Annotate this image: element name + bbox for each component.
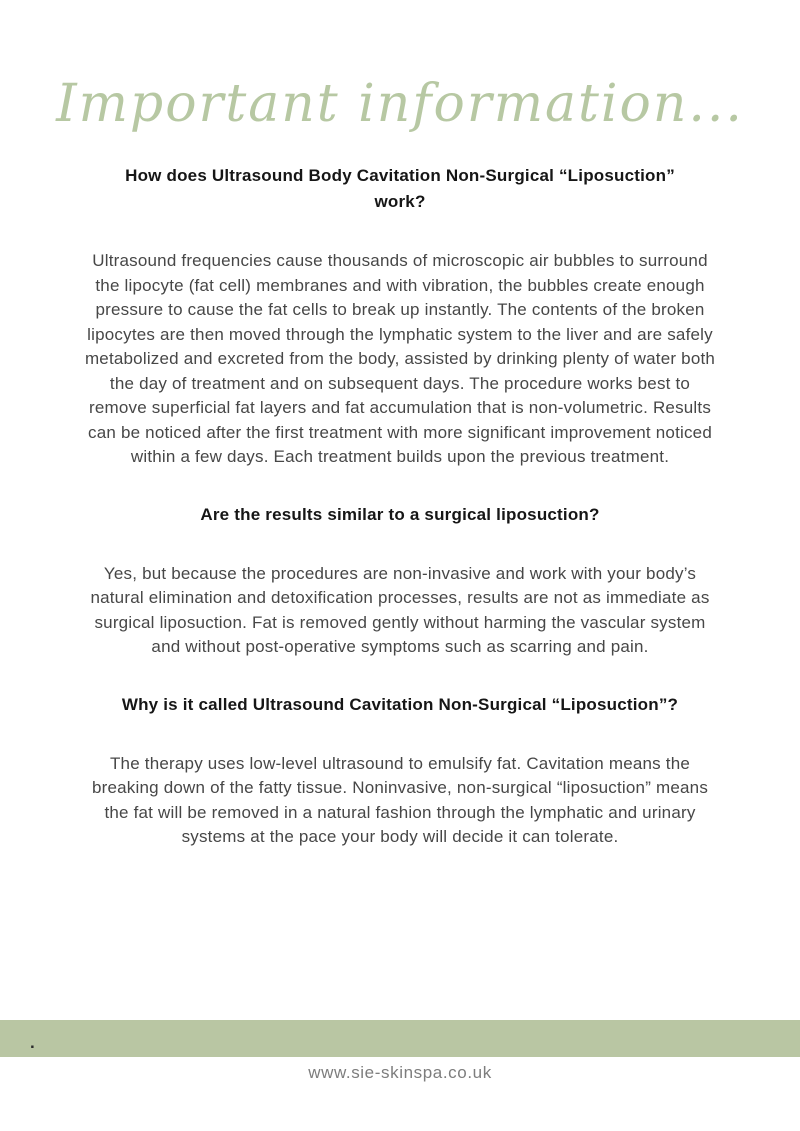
section-body: The therapy uses low-level ultrasound to emulsify fat. Cavitation means the breaking down of the fatty tissue. Noninvasive, non-surgical “liposuction” means the fat will be removed in a natural fashion through the lymphatic and urinary systems at the pace your body will decide it can tolerate. (91, 753, 709, 847)
section-heading: Why is it called Ultrasound Cavitation Non-Surgical “Liposuction”? (121, 694, 679, 714)
section-why-called (82, 692, 718, 850)
footer-accent-band (0, 1020, 800, 1057)
section-results-comparison (82, 502, 718, 660)
footer-url: www.sie-skinspa.co.uk (308, 1063, 492, 1082)
section-heading: How does Ultrasound Body Cavitation Non-Surgical “Liposuction” work? (125, 166, 675, 212)
section-body: Yes, but because the procedures are non-invasive and work with your body’s natural elimination and detoxification processes, results are not as immediate as surgical liposuction. Fat is removed gently without harming the vascular system and without post-operative symptoms such as scarring and pain. (90, 563, 710, 657)
section-how-it-works (82, 163, 718, 470)
stray-dot: . (30, 1033, 35, 1052)
document-content (82, 163, 718, 850)
section-heading: Are the results similar to a surgical liposuction? (200, 504, 600, 524)
script-title: Important information... (56, 74, 744, 134)
section-body: Ultrasound frequencies cause thousands of microscopic air bubbles to surround the lipocyte (fat cell) membranes and with vibration, the bubbles create enough pressure to cause the fat cells to break up instantly. The contents of the broken lipocytes are then moved through the lymphatic system to the liver and are safely metabolized and excreted from the body, assisted by drinking plenty of water both the day of treatment and on subsequent days. The procedure works best to remove superficial fat layers and fat accumulation that is non-volumetric. Results can be noticed after the first treatment with more significant improvement noticed within a few days. Each treatment builds upon the previous treatment. (84, 251, 716, 467)
